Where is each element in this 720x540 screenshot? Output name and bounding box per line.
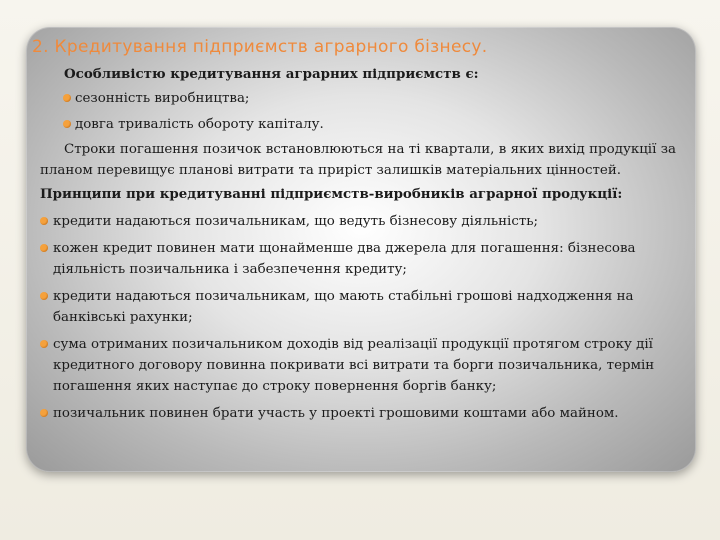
feature-item-text: довга тривалість обороту капіталу. (75, 117, 324, 132)
principle-item-text: позичальник повинен брати участь у проекті грошовими коштами або майном. (53, 406, 619, 421)
bullet-icon (40, 292, 48, 300)
feature-item (40, 88, 676, 109)
feature-item (40, 114, 676, 135)
principle-item-text: кредити надаються позичальникам, що ведуть бізнесову діяльність; (53, 214, 539, 229)
principle-item (40, 334, 676, 397)
bullet-icon (63, 120, 71, 128)
bullet-icon (63, 94, 71, 102)
principle-item-text: сума отриманих позичальником доходів від реалізації продукції протягом строку дії кредитного договору повинна покривати всі витрати та борги позичальника, термін погашення яких наступає до строку повернення боргів банку; (53, 337, 655, 394)
principle-item-text: кредити надаються позичальникам, що мають стабільні грошові надходження на банківські рахунки; (53, 289, 634, 325)
feature-item-text: сезонність виробництва; (75, 91, 250, 106)
principle-item (40, 211, 676, 232)
principle-item (40, 403, 676, 424)
principle-item (40, 286, 676, 328)
repayment-paragraph: Строки погашення позичок встановлюються на ті квартали, в яких вихід продукції за планом перевищує планові витрати та приріст залишків матеріальних цінностей. (40, 142, 676, 178)
bullet-icon (40, 244, 48, 252)
principle-item-text: кожен кредит повинен мати щонайменше два джерела для погашення: бізнесова діяльність позичальника і забезпечення кредиту; (53, 241, 636, 277)
bullet-icon (40, 217, 48, 225)
slide-content (40, 64, 676, 424)
principles-heading: Принципи при кредитуванні підприємств-виробників аграрної продукції: (40, 186, 623, 202)
bullet-icon (40, 340, 48, 348)
slide-title: 2. Кредитування підприємств аграрного бізнесу. (32, 37, 488, 57)
principle-item (40, 238, 676, 280)
features-heading: Особливістю кредитування аграрних підприємств є: (64, 66, 479, 82)
bullet-icon (40, 409, 48, 417)
